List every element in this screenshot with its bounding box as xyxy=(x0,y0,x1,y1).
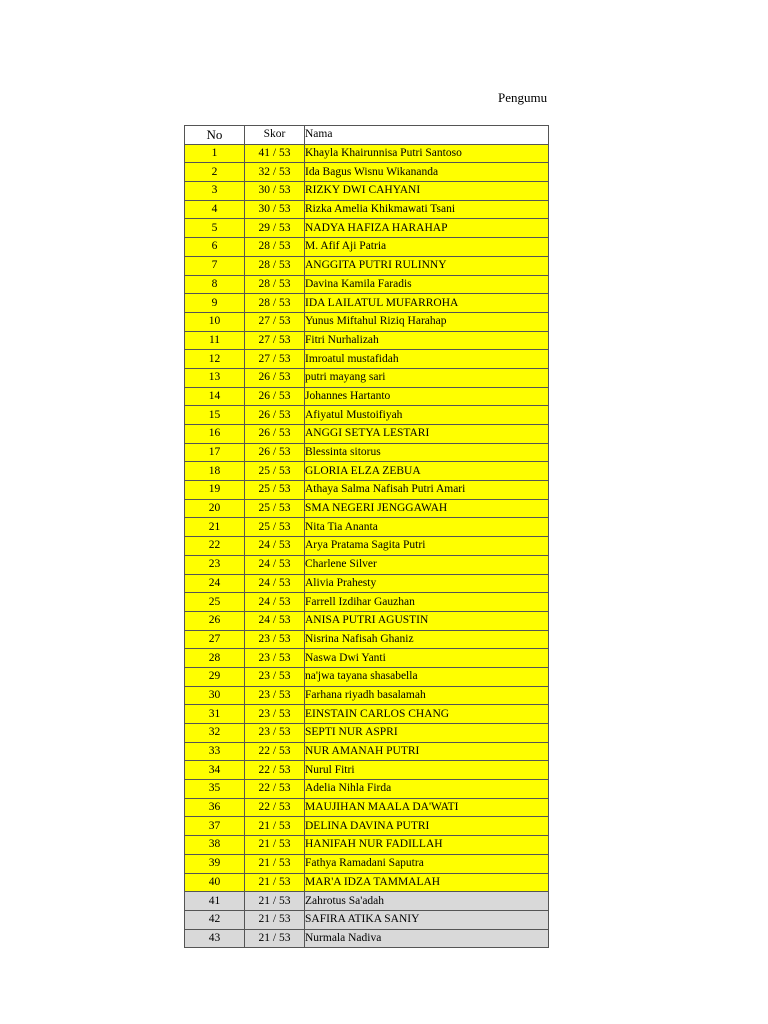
row-nama: Charlene Silver xyxy=(305,555,549,574)
row-nama: Ida Bagus Wisnu Wikananda xyxy=(305,163,549,182)
row-no: 23 xyxy=(185,555,245,574)
row-skor: 22 / 53 xyxy=(245,761,305,780)
row-no: 12 xyxy=(185,350,245,369)
table-row xyxy=(185,275,549,294)
row-no: 16 xyxy=(185,425,245,444)
row-no: 39 xyxy=(185,854,245,873)
row-nama: IDA LAILATUL MUFARROHA xyxy=(305,294,549,313)
row-no: 34 xyxy=(185,761,245,780)
row-no: 32 xyxy=(185,724,245,743)
row-nama: SMA NEGERI JENGGAWAH xyxy=(305,499,549,518)
row-no: 8 xyxy=(185,275,245,294)
results-table xyxy=(184,125,549,948)
table-row xyxy=(185,761,549,780)
row-nama: Yunus Miftahul Riziq Harahap xyxy=(305,312,549,331)
table-row xyxy=(185,312,549,331)
row-skor: 23 / 53 xyxy=(245,630,305,649)
row-nama: Naswa Dwi Yanti xyxy=(305,649,549,668)
row-nama: SEPTI NUR ASPRI xyxy=(305,724,549,743)
row-skor: 30 / 53 xyxy=(245,182,305,201)
row-no: 22 xyxy=(185,537,245,556)
row-skor: 25 / 53 xyxy=(245,499,305,518)
page-heading: Pengumu xyxy=(498,90,548,105)
table-row xyxy=(185,256,549,275)
row-skor: 26 / 53 xyxy=(245,406,305,425)
row-nama: Nita Tia Ananta xyxy=(305,518,549,537)
row-nama: EINSTAIN CARLOS CHANG xyxy=(305,705,549,724)
table-row xyxy=(185,854,549,873)
row-nama: Nurul Fitri xyxy=(305,761,549,780)
row-no: 40 xyxy=(185,873,245,892)
table-row xyxy=(185,200,549,219)
row-skor: 28 / 53 xyxy=(245,294,305,313)
row-no: 17 xyxy=(185,443,245,462)
table-row xyxy=(185,649,549,668)
row-skor: 27 / 53 xyxy=(245,312,305,331)
table-row xyxy=(185,892,549,911)
table-row xyxy=(185,443,549,462)
row-no: 4 xyxy=(185,200,245,219)
row-nama: Athaya Salma Nafisah Putri Amari xyxy=(305,481,549,500)
row-skor: 22 / 53 xyxy=(245,798,305,817)
table-row xyxy=(185,481,549,500)
row-nama: Blessinta sitorus xyxy=(305,443,549,462)
row-no: 35 xyxy=(185,780,245,799)
row-nama: HANIFAH NUR FADILLAH xyxy=(305,836,549,855)
row-skor: 21 / 53 xyxy=(245,929,305,948)
row-no: 14 xyxy=(185,387,245,406)
table-row xyxy=(185,425,549,444)
row-no: 19 xyxy=(185,481,245,500)
table-row xyxy=(185,667,549,686)
row-nama: Davina Kamila Faradis xyxy=(305,275,549,294)
table-row xyxy=(185,724,549,743)
header-skor: Skor xyxy=(245,126,305,145)
table-row xyxy=(185,368,549,387)
row-skor: 26 / 53 xyxy=(245,443,305,462)
row-no: 30 xyxy=(185,686,245,705)
row-nama: ANGGITA PUTRI RULINNY xyxy=(305,256,549,275)
table-header-row xyxy=(185,126,549,145)
row-nama: M. Afif Aji Patria xyxy=(305,238,549,257)
row-no: 3 xyxy=(185,182,245,201)
row-nama: ANISA PUTRI AGUSTIN xyxy=(305,611,549,630)
row-no: 31 xyxy=(185,705,245,724)
table-row xyxy=(185,499,549,518)
row-no: 38 xyxy=(185,836,245,855)
row-nama: Farhana riyadh basalamah xyxy=(305,686,549,705)
table-row xyxy=(185,686,549,705)
row-nama: na'jwa tayana shasabella xyxy=(305,667,549,686)
row-skor: 26 / 53 xyxy=(245,425,305,444)
table-row xyxy=(185,144,549,163)
table-row xyxy=(185,518,549,537)
row-no: 20 xyxy=(185,499,245,518)
row-nama: ANGGI SETYA LESTARI xyxy=(305,425,549,444)
row-nama: Arya Pratama Sagita Putri xyxy=(305,537,549,556)
row-no: 18 xyxy=(185,462,245,481)
row-skor: 26 / 53 xyxy=(245,387,305,406)
row-skor: 24 / 53 xyxy=(245,593,305,612)
table-row xyxy=(185,780,549,799)
row-nama: RIZKY DWI CAHYANI xyxy=(305,182,549,201)
row-no: 42 xyxy=(185,910,245,929)
row-no: 13 xyxy=(185,368,245,387)
row-nama: Adelia Nihla Firda xyxy=(305,780,549,799)
row-nama: MAUJIHAN MAALA DA'WATI xyxy=(305,798,549,817)
row-nama: putri mayang sari xyxy=(305,368,549,387)
row-nama: SAFIRA ATIKA SANIY xyxy=(305,910,549,929)
row-nama: GLORIA ELZA ZEBUA xyxy=(305,462,549,481)
row-skor: 41 / 53 xyxy=(245,144,305,163)
row-no: 36 xyxy=(185,798,245,817)
table-row xyxy=(185,873,549,892)
row-skor: 21 / 53 xyxy=(245,817,305,836)
row-nama: NADYA HAFIZA HARAHAP xyxy=(305,219,549,238)
table-row xyxy=(185,406,549,425)
row-no: 9 xyxy=(185,294,245,313)
row-nama: Johannes Hartanto xyxy=(305,387,549,406)
row-no: 26 xyxy=(185,611,245,630)
table-row xyxy=(185,387,549,406)
row-no: 25 xyxy=(185,593,245,612)
row-skor: 30 / 53 xyxy=(245,200,305,219)
row-skor: 21 / 53 xyxy=(245,873,305,892)
row-skor: 22 / 53 xyxy=(245,780,305,799)
row-skor: 25 / 53 xyxy=(245,518,305,537)
row-skor: 23 / 53 xyxy=(245,667,305,686)
row-no: 10 xyxy=(185,312,245,331)
row-skor: 21 / 53 xyxy=(245,910,305,929)
row-no: 28 xyxy=(185,649,245,668)
table-row xyxy=(185,630,549,649)
row-no: 41 xyxy=(185,892,245,911)
row-skor: 32 / 53 xyxy=(245,163,305,182)
row-skor: 28 / 53 xyxy=(245,238,305,257)
row-skor: 24 / 53 xyxy=(245,537,305,556)
row-no: 6 xyxy=(185,238,245,257)
table-row xyxy=(185,929,549,948)
table-row xyxy=(185,219,549,238)
row-no: 15 xyxy=(185,406,245,425)
row-no: 2 xyxy=(185,163,245,182)
table-row xyxy=(185,350,549,369)
header-no: No xyxy=(185,126,245,145)
table-row xyxy=(185,331,549,350)
table-row xyxy=(185,910,549,929)
row-skor: 22 / 53 xyxy=(245,742,305,761)
table-row xyxy=(185,574,549,593)
row-skor: 21 / 53 xyxy=(245,854,305,873)
row-skor: 24 / 53 xyxy=(245,555,305,574)
row-skor: 28 / 53 xyxy=(245,256,305,275)
row-skor: 23 / 53 xyxy=(245,724,305,743)
row-nama: Zahrotus Sa'adah xyxy=(305,892,549,911)
row-no: 33 xyxy=(185,742,245,761)
row-no: 21 xyxy=(185,518,245,537)
table-row xyxy=(185,462,549,481)
table-row xyxy=(185,817,549,836)
row-nama: Khayla Khairunnisa Putri Santoso xyxy=(305,144,549,163)
row-nama: Afiyatul Mustoifiyah xyxy=(305,406,549,425)
header-nama: Nama xyxy=(305,126,549,145)
row-skor: 23 / 53 xyxy=(245,649,305,668)
row-skor: 21 / 53 xyxy=(245,892,305,911)
row-skor: 29 / 53 xyxy=(245,219,305,238)
row-nama: MAR'A IDZA TAMMALAH xyxy=(305,873,549,892)
row-no: 5 xyxy=(185,219,245,238)
table-row xyxy=(185,611,549,630)
row-no: 43 xyxy=(185,929,245,948)
table-row xyxy=(185,742,549,761)
row-skor: 25 / 53 xyxy=(245,481,305,500)
row-no: 11 xyxy=(185,331,245,350)
row-skor: 26 / 53 xyxy=(245,368,305,387)
row-nama: Nurmala Nadiva xyxy=(305,929,549,948)
row-no: 1 xyxy=(185,144,245,163)
table-row xyxy=(185,163,549,182)
table-row xyxy=(185,705,549,724)
row-skor: 28 / 53 xyxy=(245,275,305,294)
table-row xyxy=(185,537,549,556)
row-nama: Farrell Izdihar Gauzhan xyxy=(305,593,549,612)
row-nama: Imroatul mustafidah xyxy=(305,350,549,369)
table-row xyxy=(185,836,549,855)
table-row xyxy=(185,555,549,574)
row-skor: 23 / 53 xyxy=(245,705,305,724)
row-skor: 24 / 53 xyxy=(245,574,305,593)
table-row xyxy=(185,593,549,612)
row-no: 27 xyxy=(185,630,245,649)
row-nama: Fitri Nurhalizah xyxy=(305,331,549,350)
row-no: 24 xyxy=(185,574,245,593)
row-skor: 27 / 53 xyxy=(245,331,305,350)
row-skor: 27 / 53 xyxy=(245,350,305,369)
row-skor: 24 / 53 xyxy=(245,611,305,630)
table-row xyxy=(185,182,549,201)
table-row xyxy=(185,294,549,313)
results-table-body xyxy=(185,126,549,948)
row-no: 7 xyxy=(185,256,245,275)
table-row xyxy=(185,238,549,257)
row-nama: Rizka Amelia Khikmawati Tsani xyxy=(305,200,549,219)
row-skor: 25 / 53 xyxy=(245,462,305,481)
row-nama: Fathya Ramadani Saputra xyxy=(305,854,549,873)
row-no: 37 xyxy=(185,817,245,836)
table-row xyxy=(185,798,549,817)
row-nama: NUR AMANAH PUTRI xyxy=(305,742,549,761)
row-nama: Nisrina Nafisah Ghaniz xyxy=(305,630,549,649)
row-nama: Alivia Prahesty xyxy=(305,574,549,593)
row-skor: 21 / 53 xyxy=(245,836,305,855)
row-skor: 23 / 53 xyxy=(245,686,305,705)
row-nama: DELINA DAVINA PUTRI xyxy=(305,817,549,836)
row-no: 29 xyxy=(185,667,245,686)
